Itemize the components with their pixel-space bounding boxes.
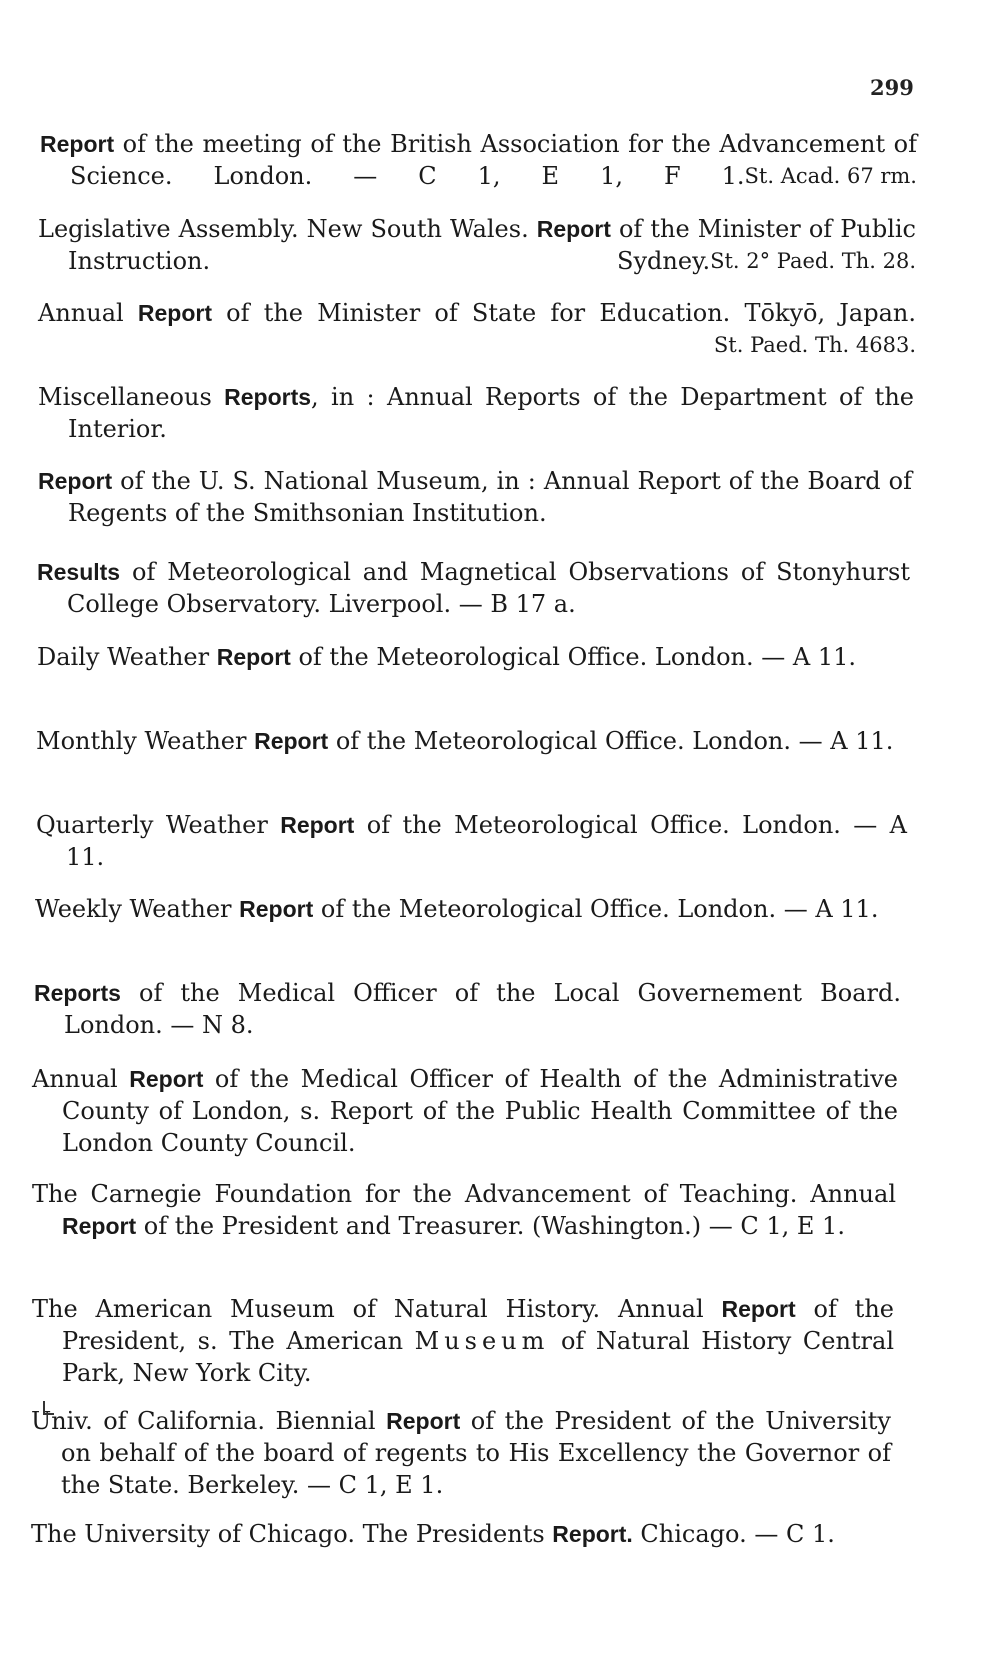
entry-pre: Annual [38, 299, 138, 327]
entry-post-2: of Natural History Central Park, New York City. [62, 1327, 895, 1387]
entry-pre: Annual [32, 1065, 130, 1093]
entry-american-museum [32, 1293, 895, 1389]
entry-keyword: Report. [552, 1521, 633, 1547]
entry-post: of the U. S. National Museum, in : Annual Report of the Board of Regents of the Smithsonian Institution. [68, 467, 912, 527]
entry-pre: Miscellaneous [38, 383, 225, 411]
entry-keyword: Report [40, 131, 115, 157]
shelf-mark: St. Paed. Th. 4683. [713, 333, 916, 357]
shelf-mark: St. 2° Paed. Th. 28. [710, 249, 916, 273]
entry-post: of the President and Treasurer. (Washington.) — C 1, E 1. [136, 1212, 845, 1240]
entry-keyword: Results [37, 559, 121, 585]
entry-pre: Quarterly Weather [36, 811, 281, 839]
entry-post: of Meteorological and Magnetical Observations of Stonyhurst College Observatory. Liverpool. — B 17 a. [67, 558, 910, 618]
entry-carnegie-foundation [32, 1178, 896, 1242]
entry-university-california [31, 1405, 891, 1501]
entry-post: of the Medical Officer of Health of the Administrative County of London, s. Report of the Public Health Committee of the London County Council. [62, 1065, 898, 1157]
entry-keyword: Report [137, 300, 212, 326]
entry-pre: Daily Weather [37, 643, 217, 671]
entry-keyword: Report [721, 1296, 796, 1322]
entry-post: of the President, s. The American [62, 1295, 894, 1355]
entry-tokyo-education [38, 297, 916, 361]
entry-keyword: Reports [224, 384, 312, 410]
entry-new-south-wales [38, 213, 916, 277]
entry-us-national-museum [38, 465, 912, 529]
entry-london-county [32, 1063, 898, 1159]
entry-local-government-board [34, 977, 901, 1041]
entry-pre: Weekly Weather [35, 895, 240, 923]
entry-spaced-word: Museum [414, 1327, 550, 1355]
entry-pre: The American Museum of Natural History. Annual [32, 1295, 722, 1323]
entry-keyword: Report [239, 896, 314, 922]
entry-weekly-weather [35, 893, 905, 925]
entry-keyword: Report [386, 1408, 461, 1434]
entry-quarterly-weather [36, 809, 907, 873]
entry-stonyhurst [37, 556, 910, 620]
entry-keyword: Reports [34, 980, 121, 1006]
entry-keyword: Report [216, 644, 291, 670]
entry-post: of the Meteorological Office. London. — A 11. [290, 643, 857, 671]
entry-post: of the Meteorological Office. London. — A 11. [328, 727, 894, 755]
entry-department-interior [38, 381, 914, 445]
entry-pre: The University of Chicago. The Presidents [31, 1520, 553, 1548]
entry-keyword: Report [129, 1066, 204, 1092]
entry-post: of the Minister of State for Education. Tōkyō, Japan. [212, 299, 916, 327]
entry-post: Chicago. — C 1. [632, 1520, 835, 1548]
entry-monthly-weather [36, 725, 908, 757]
page-number: 299 [870, 75, 914, 100]
entry-keyword: Report [536, 216, 611, 242]
entry-post: of the meeting of the British Association for the Advancement of Science. London. — C 1, E 1, F 1. [70, 130, 917, 190]
entry-post: of the President of the University on behalf of the board of regents to His Excellency the Governor of the State. Berkeley. — C 1, E 1. [61, 1407, 891, 1499]
entry-university-chicago [31, 1518, 889, 1550]
entry-post: of the Meteorological Office. London. — A 11. [313, 895, 879, 923]
entry-keyword: Report [62, 1213, 137, 1239]
entry-british-association [40, 128, 917, 192]
entry-post: , in : Annual Reports of the Department of the Interior. [68, 383, 914, 443]
shelf-mark: St. Acad. 67 rm. [744, 164, 917, 188]
entry-post: of the Meteorological Office. London. — A 11. [66, 811, 907, 871]
entry-daily-weather [37, 641, 909, 673]
entry-pre: Univ. of California. Biennial [31, 1407, 387, 1435]
margin-mark-icon [42, 1400, 56, 1421]
entry-keyword: Report [38, 468, 113, 494]
entry-pre: Legislative Assembly. New South Wales. [38, 215, 537, 243]
entry-pre: Monthly Weather [36, 727, 255, 755]
entry-post: of the Minister of Public Instruction. Sydney. [68, 215, 916, 275]
entry-keyword: Report [254, 728, 329, 754]
entry-pre: The Carnegie Foundation for the Advancement of Teaching. Annual [32, 1180, 896, 1208]
entry-post: of the Medical Officer of the Local Governement Board. London. — N 8. [64, 979, 901, 1039]
entry-keyword: Report [280, 812, 355, 838]
